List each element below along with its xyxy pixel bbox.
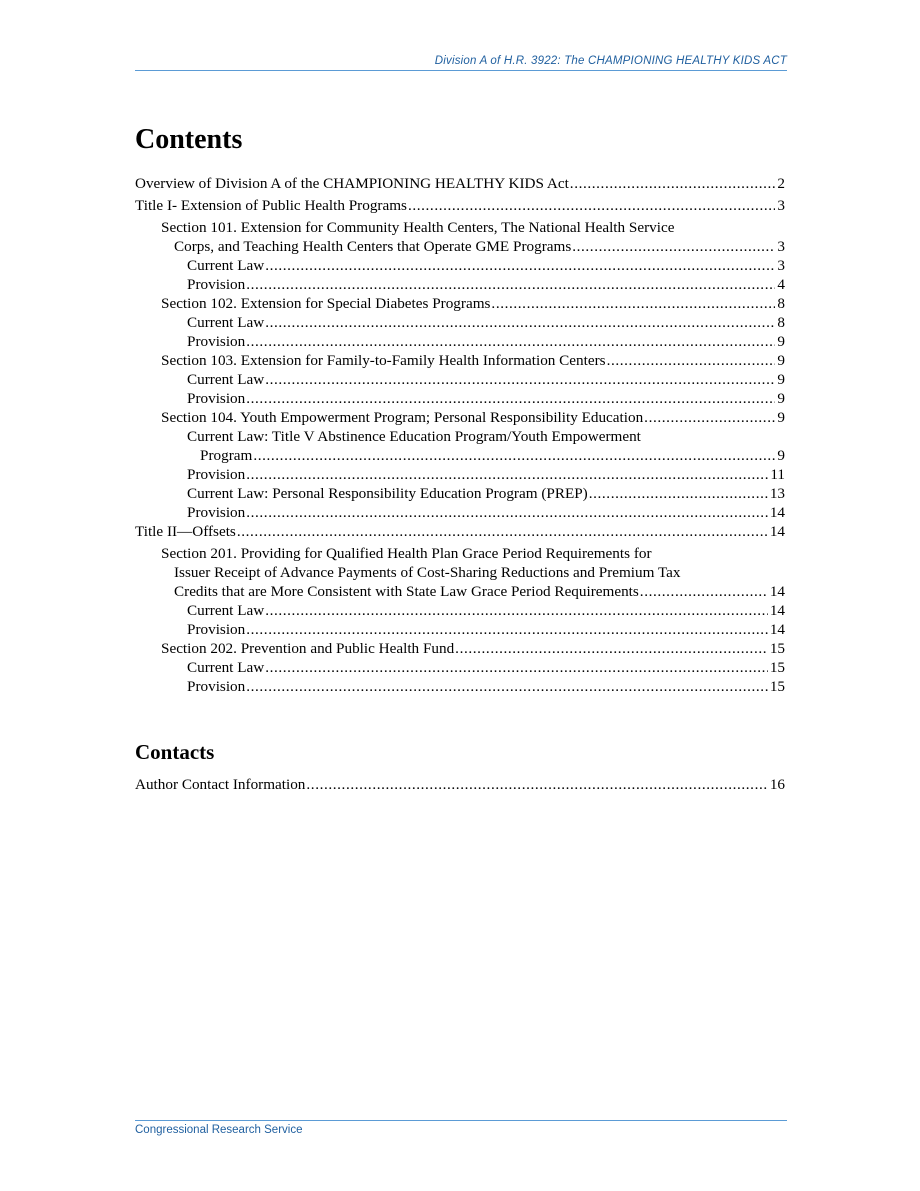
dot-leader	[246, 465, 768, 484]
toc-entry-title: Author Contact Information	[135, 776, 306, 793]
toc-entry-title: Section 102. Extension for Special Diabetes Programs	[161, 295, 491, 312]
toc-page-number: 16	[769, 776, 785, 793]
dot-leader	[246, 677, 768, 696]
dot-leader	[408, 196, 775, 215]
toc-page-number: 3	[777, 257, 785, 274]
toc-entry-title: Current Law	[187, 371, 265, 388]
toc-entry-title: Provision	[187, 276, 246, 293]
toc-entry[interactable]	[135, 658, 785, 677]
toc-page-number: 15	[769, 640, 785, 657]
toc-entry-title: Current Law	[187, 314, 265, 331]
toc-entry[interactable]	[135, 351, 785, 370]
toc-entry-title: Title II—Offsets	[135, 523, 236, 540]
dot-leader	[306, 775, 767, 794]
toc-entry[interactable]	[135, 196, 785, 215]
toc-entry[interactable]	[135, 332, 785, 351]
toc-page-number: 11	[770, 466, 785, 483]
dot-leader	[237, 522, 768, 541]
toc-entry-title: Credits that are More Consistent with State Law Grace Period Requirements	[174, 583, 639, 600]
dot-leader	[570, 174, 776, 193]
toc-entry[interactable]	[135, 294, 785, 313]
dot-leader	[572, 237, 775, 256]
dot-leader	[589, 484, 768, 503]
dot-leader	[253, 446, 775, 465]
toc-page-number: 8	[777, 295, 785, 312]
toc-entry[interactable]	[135, 313, 785, 332]
toc-page-number: 14	[769, 504, 785, 521]
dot-leader	[246, 620, 768, 639]
dot-leader	[265, 658, 768, 677]
toc-entry-title: Section 104. Youth Empowerment Program; Personal Responsibility Education	[161, 409, 644, 426]
toc-entry[interactable]	[135, 256, 785, 275]
toc-entry-title: Issuer Receipt of Advance Payments of Cost-Sharing Reductions and Premium Tax	[174, 564, 681, 581]
contacts-list	[135, 775, 785, 797]
dot-leader	[265, 601, 768, 620]
toc-entry-title: Current Law	[187, 257, 265, 274]
toc-page-number: 14	[769, 602, 785, 619]
toc-entry[interactable]	[135, 522, 785, 541]
toc-entry-title: Overview of Division A of the CHAMPIONING HEALTHY KIDS Act	[135, 175, 569, 192]
toc-page-number: 9	[777, 371, 785, 388]
toc-entry-title: Current Law: Personal Responsibility Education Program (PREP)	[187, 485, 588, 502]
toc-entry-title: Provision	[187, 678, 246, 695]
toc-page-number: 3	[777, 238, 785, 255]
toc-entry[interactable]	[135, 484, 785, 503]
toc-entry[interactable]	[135, 503, 785, 522]
toc-entry-title: Provision	[187, 333, 246, 350]
dot-leader	[246, 503, 768, 522]
dot-leader	[246, 332, 775, 351]
toc-entry-title: Section 202. Prevention and Public Health Fund	[161, 640, 455, 657]
toc-page-number: 9	[777, 390, 785, 407]
toc-entry-title: Current Law: Title V Abstinence Education Program/Youth Empowerment	[187, 428, 641, 445]
header-rule	[135, 70, 787, 71]
toc-page-number: 4	[777, 276, 785, 293]
toc-entry[interactable]	[135, 174, 785, 193]
dot-leader	[265, 256, 775, 275]
toc-entry[interactable]	[135, 389, 785, 408]
toc-page-number: 9	[777, 409, 785, 426]
toc-entry[interactable]	[135, 620, 785, 639]
toc-entry-title: Section 103. Extension for Family-to-Family Health Information Centers	[161, 352, 606, 369]
toc-entry-title: Provision	[187, 621, 246, 638]
dot-leader	[640, 582, 768, 601]
toc-entry[interactable]	[135, 370, 785, 389]
toc-page-number: 15	[769, 678, 785, 695]
toc-entry[interactable]	[135, 775, 785, 794]
toc-entry-title: Provision	[187, 504, 246, 521]
dot-leader	[491, 294, 775, 313]
dot-leader	[644, 408, 775, 427]
toc-entry[interactable]	[135, 639, 785, 658]
toc-entry-title: Current Law	[187, 659, 265, 676]
toc-page-number: 14	[769, 583, 785, 600]
toc-page-number: 9	[777, 352, 785, 369]
toc-entry[interactable]	[135, 465, 785, 484]
toc-entry-title: Provision	[187, 466, 246, 483]
dot-leader	[246, 389, 775, 408]
toc-page-number: 9	[777, 333, 785, 350]
table-of-contents	[135, 174, 785, 696]
toc-page-number: 8	[777, 314, 785, 331]
dot-leader	[265, 370, 775, 389]
toc-page-number: 15	[769, 659, 785, 676]
toc-entry-title: Corps, and Teaching Health Centers that Operate GME Programs	[174, 238, 572, 255]
running-header: Division A of H.R. 3922: The CHAMPIONING HEALTHY KIDS ACT	[434, 55, 787, 67]
toc-page-number: 3	[777, 197, 785, 214]
toc-page-number: 9	[777, 447, 785, 464]
toc-entry-title: Title I- Extension of Public Health Programs	[135, 197, 407, 214]
toc-entry[interactable]	[135, 677, 785, 696]
dot-leader	[455, 639, 768, 658]
dot-leader	[246, 275, 775, 294]
toc-page-number: 14	[769, 523, 785, 540]
footer-publisher: Congressional Research Service	[135, 1124, 303, 1136]
toc-entry-title: Program	[200, 447, 253, 464]
toc-page-number: 2	[777, 175, 785, 192]
toc-entry[interactable]	[135, 275, 785, 294]
footer-rule	[135, 1120, 787, 1121]
toc-entry[interactable]	[135, 427, 785, 465]
contents-heading: Contents	[135, 124, 243, 155]
contacts-heading: Contacts	[135, 740, 215, 764]
toc-entry[interactable]	[135, 601, 785, 620]
dot-leader	[265, 313, 775, 332]
toc-entry[interactable]	[135, 218, 785, 256]
toc-entry-title: Provision	[187, 390, 246, 407]
toc-page-number: 13	[769, 485, 785, 502]
toc-entry[interactable]	[135, 408, 785, 427]
toc-entry-title: Current Law	[187, 602, 265, 619]
toc-entry-title: Section 201. Providing for Qualified Health Plan Grace Period Requirements for	[161, 545, 652, 562]
toc-entry[interactable]	[135, 544, 785, 601]
toc-page-number: 14	[769, 621, 785, 638]
dot-leader	[607, 351, 776, 370]
toc-entry-title: Section 101. Extension for Community Health Centers, The National Health Service	[161, 219, 675, 236]
